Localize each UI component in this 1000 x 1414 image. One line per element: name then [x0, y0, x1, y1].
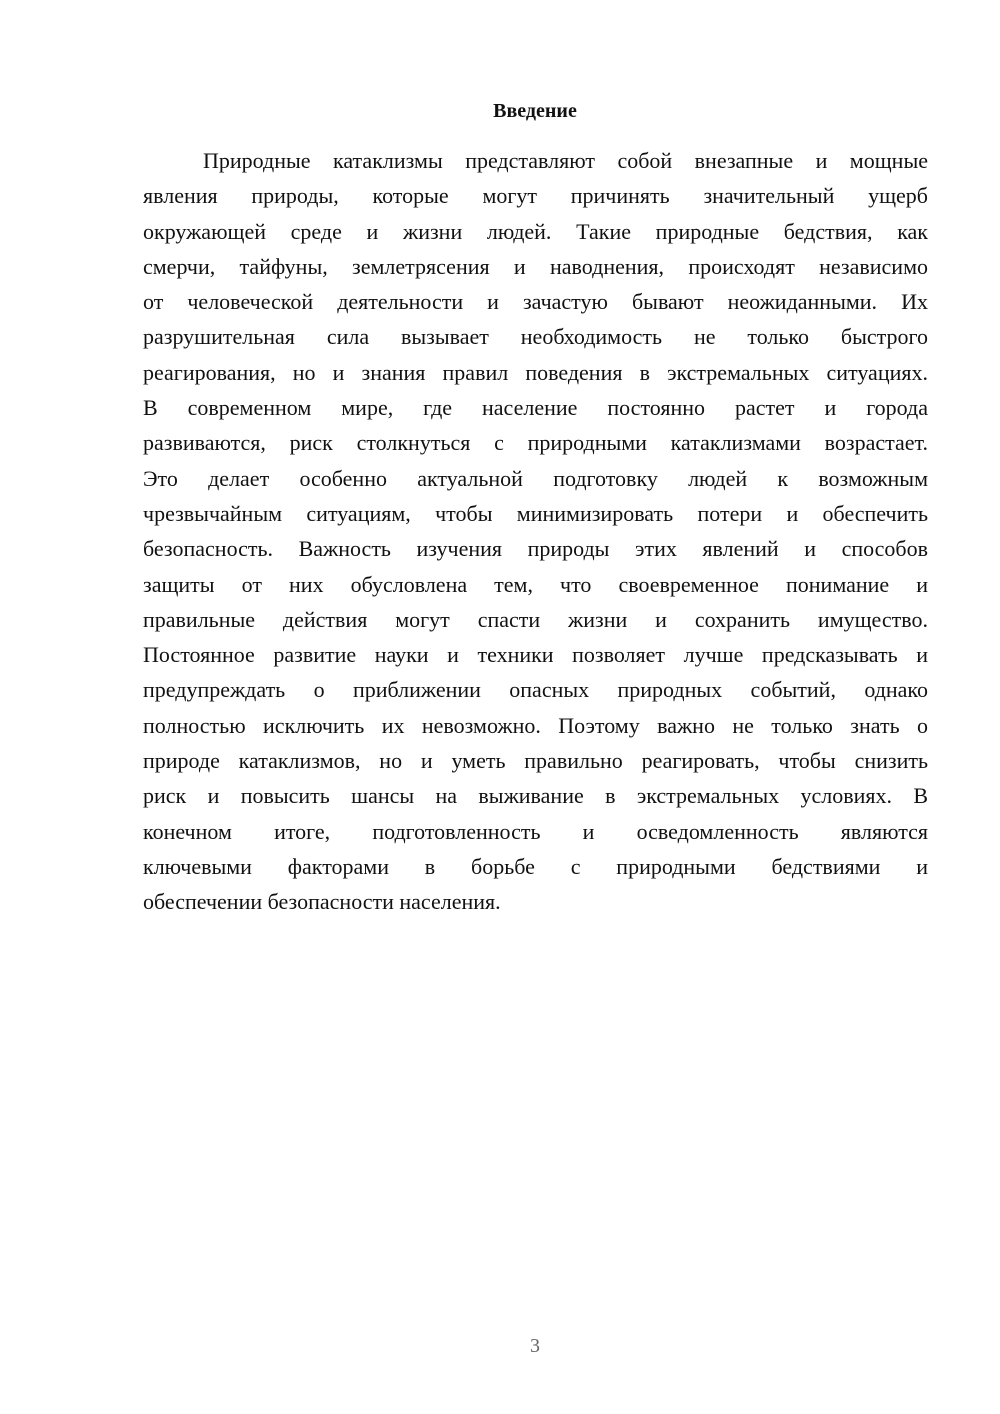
paragraph-line: Постоянное развитие науки и техники позволяет лучше предсказывать и: [143, 642, 928, 668]
page-number: 3: [530, 1335, 540, 1357]
paragraph-line: развиваются, риск столкнуться с природными катаклизмами возрастает.: [143, 430, 928, 456]
paragraph-line: от человеческой деятельности и зачастую бывают неожиданными. Их: [143, 289, 928, 315]
paragraph-line: обеспечении безопасности населения.: [143, 889, 501, 915]
paragraph-line: правильные действия могут спасти жизни и сохранить имущество.: [143, 606, 928, 632]
paragraph-line: окружающей среде и жизни людей. Такие природные бедствия, как: [143, 218, 928, 244]
paragraph-line: безопасность. Важность изучения природы этих явлений и способов: [143, 536, 928, 562]
paragraph-line: природе катаклизмов, но и уметь правильно реагировать, чтобы снизить: [143, 748, 928, 774]
paragraph-line: полностью исключить их невозможно. Поэтому важно не только знать о: [143, 712, 928, 738]
paragraph-line: ключевыми факторами в борьбе с природными бедствиями и: [143, 853, 928, 879]
paragraph-line: риск и повысить шансы на выживание в экстремальных условиях. В: [143, 783, 928, 809]
paragraph-line: чрезвычайным ситуациям, чтобы минимизировать потери и обеспечить: [143, 500, 928, 526]
paragraph-line: явления природы, которые могут причинять значительный ущерб: [143, 183, 928, 209]
paragraph-line: разрушительная сила вызывает необходимость не только быстрого: [143, 324, 928, 350]
paragraph-line: предупреждать о приближении опасных природных событий, однако: [143, 677, 928, 703]
paragraph-line: защиты от них обусловлена тем, что своевременное понимание и: [143, 571, 928, 597]
paragraph-line: реагирования, но и знания правил поведения в экстремальных ситуациях.: [143, 359, 928, 385]
page-title: Введение: [493, 100, 577, 122]
body-paragraph: [143, 143, 928, 920]
paragraph-line: конечном итоге, подготовленность и осведомленность являются: [143, 818, 928, 844]
paragraph-line: Это делает особенно актуальной подготовку людей к возможным: [143, 465, 928, 491]
paragraph-line: В современном мире, где население постоянно растет и города: [143, 395, 928, 421]
paragraph-line: Природные катаклизмы представляют собой внезапные и мощные: [203, 148, 928, 173]
paragraph-line: смерчи, тайфуны, землетрясения и наводнения, происходят независимо: [143, 253, 928, 279]
